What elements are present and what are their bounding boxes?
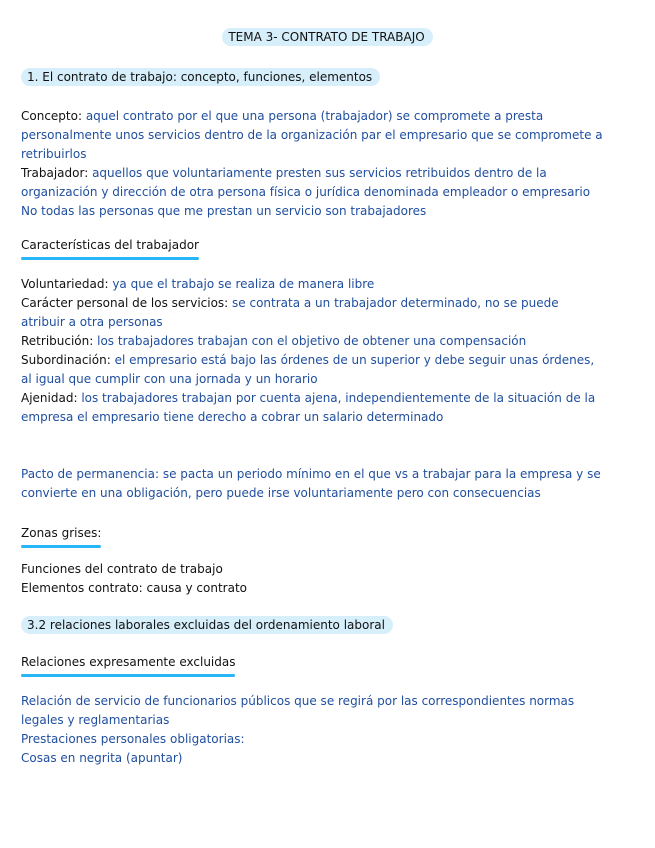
caracteristicas-heading-row <box>21 236 637 255</box>
definitions-block <box>21 107 637 221</box>
pacto-block <box>21 465 637 503</box>
ajenidad-key: Ajenidad: <box>21 391 82 405</box>
section-1-heading: 1. El contrato de trabajo: concepto, funciones, elementos <box>21 68 380 86</box>
caracter-key: Carácter personal de los servicios: <box>21 296 233 310</box>
zonas-line-2: Elementos contrato: causa y contrato <box>21 581 248 595</box>
trabajador-text: aquellos que voluntariamente presten sus servicios retribuidos dentro de la <box>92 166 547 180</box>
concepto-key: Concepto: <box>21 109 86 123</box>
heading-underline <box>21 545 101 548</box>
subordinacion-line-1 <box>21 351 637 370</box>
trabajador-line-3: No todas las personas que me prestan un servicio son trabajadores <box>21 204 427 218</box>
subordinacion-text: el empresario está bajo las órdenes de un superior y debe seguir unas órdenes, <box>114 353 595 367</box>
concepto-line-1 <box>21 107 637 126</box>
zonas-line-1: Funciones del contrato de trabajo <box>21 562 223 576</box>
trabajador-key: Trabajador: <box>21 166 93 180</box>
concepto-text: aquel contrato por el que una persona (trabajador) se compromete a presta <box>85 109 544 123</box>
voluntariedad-text: ya que el trabajo se realiza de manera libre <box>112 277 375 291</box>
caracteristicas-heading <box>21 236 199 255</box>
heading-underline <box>21 674 235 677</box>
ajenidad-text: los trabajadores trabajan por cuenta ajena, independientemente de la situación de la <box>81 391 596 405</box>
zonas-list <box>21 560 637 598</box>
retribucion-text: los trabajadores trabajan con el objetivo de obtener una compensación <box>97 334 527 348</box>
caracteristicas-heading-text: Características del trabajador <box>21 238 199 252</box>
heading-underline <box>21 257 199 260</box>
section-32-row <box>21 616 637 634</box>
voluntariedad-key: Voluntariedad: <box>21 277 113 291</box>
caracter-line-1 <box>21 294 637 313</box>
zonas-heading-row <box>21 524 637 543</box>
voluntariedad-line <box>21 275 637 294</box>
zonas-heading <box>21 524 101 543</box>
excluidas-heading-row <box>21 653 637 672</box>
excluidas-line-3: Prestaciones personales obligatorias: <box>21 732 245 746</box>
subordinacion-line-2: al igual que cumplir con una jornada y un horario <box>21 372 318 386</box>
concepto-line-2: personalmente unos servicios dentro de la organización par el empresario que se compromete a <box>21 128 603 142</box>
section-1-row <box>21 68 637 86</box>
excluidas-heading-text: Relaciones expresamente excluidas <box>21 655 236 669</box>
zonas-heading-text: Zonas grises: <box>21 526 102 540</box>
excluidas-heading <box>21 653 235 672</box>
section-32-heading: 3.2 relaciones laborales excluidas del ordenamiento laboral <box>21 616 393 634</box>
excluidas-line-4: Cosas en negrita (apuntar) <box>21 751 183 765</box>
concepto-line-3: retribuirlos <box>21 147 87 161</box>
subordinacion-key: Subordinación: <box>21 353 115 367</box>
caracter-line-2: atribuir a otra personas <box>21 315 163 329</box>
trabajador-line-2: organización y dirección de otra persona física o jurídica denominada empleador o empresario <box>21 185 591 199</box>
title-row <box>0 28 655 46</box>
retribucion-line <box>21 332 637 351</box>
trabajador-line-1 <box>21 164 637 183</box>
pacto-line-2: convierte en una obligación, pero puede irse voluntariamente pero con consecuencias <box>21 486 541 500</box>
ajenidad-line-1 <box>21 389 637 408</box>
caracteristicas-list <box>21 275 637 427</box>
excluidas-line-1: Relación de servicio de funcionarios públicos que se regirá por las correspondientes normas <box>21 694 575 708</box>
page-title: TEMA 3- CONTRATO DE TRABAJO <box>222 28 432 46</box>
caracter-text: se contrata a un trabajador determinado, no se puede <box>232 296 559 310</box>
ajenidad-line-2: empresa el empresario tiene derecho a cobrar un salario determinado <box>21 410 444 424</box>
retribucion-key: Retribución: <box>21 334 98 348</box>
pacto-line-1: Pacto de permanencia: se pacta un periodo mínimo en el que vs a trabajar para la empresa y se <box>21 467 601 481</box>
excluidas-list <box>21 692 637 768</box>
excluidas-line-2: legales y reglamentarias <box>21 713 170 727</box>
